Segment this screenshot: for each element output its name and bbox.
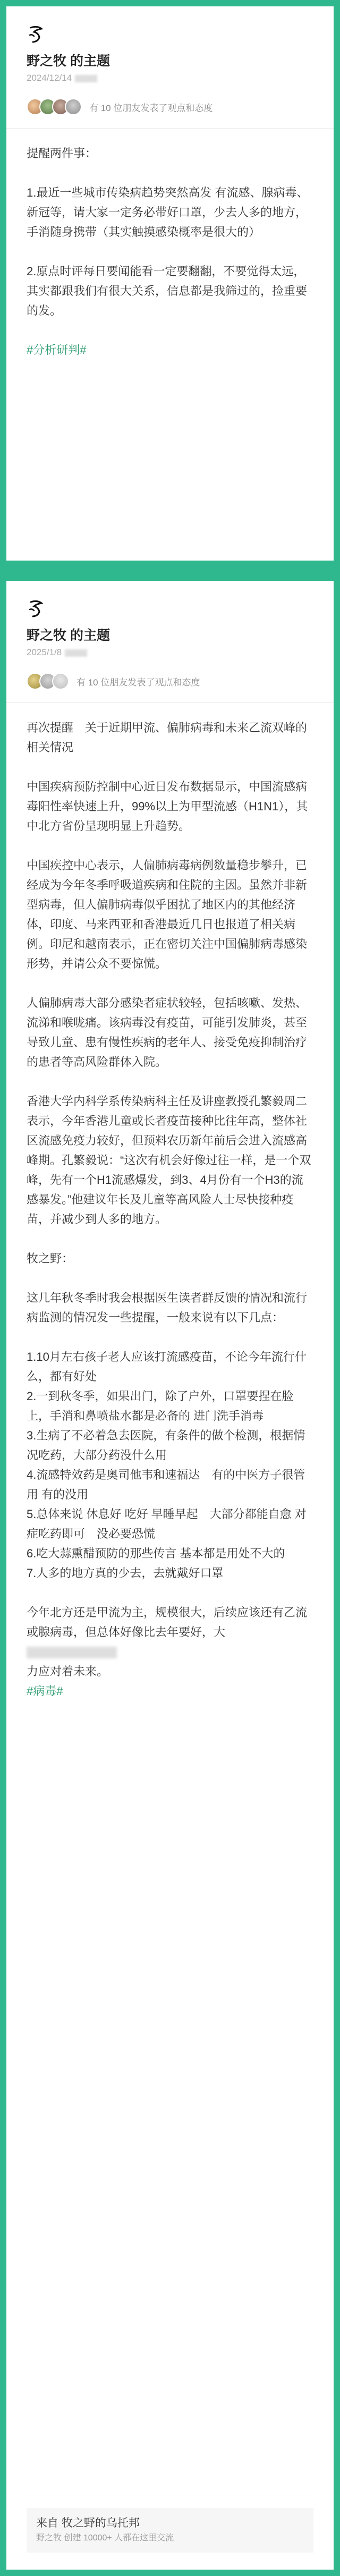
paragraph: 中国疾病预防控制中心近日发布数据显示，中国流感病毒阳性率快速上升，99%以上为甲型流感（H1N1），其中北方省份呈现明显上升趋势。 bbox=[27, 780, 308, 833]
topic-date-text: 2025/1/8 bbox=[27, 647, 62, 657]
paragraph: 提醒两件事： bbox=[27, 147, 97, 160]
blurred-time bbox=[75, 75, 97, 82]
paragraph: 力应对着未来。 bbox=[27, 1665, 109, 1678]
hashtag-link[interactable]: #病毒# bbox=[27, 1684, 63, 1698]
avatar bbox=[65, 98, 82, 115]
topic-title[interactable]: 野之牧 的主题 bbox=[27, 628, 110, 643]
group-source-footer[interactable] bbox=[27, 2495, 313, 2553]
topic-date bbox=[27, 647, 313, 658]
paragraph: 中国疾控中心表示，人偏肺病毒病例数量稳步攀升，已经成为今年冬季呼吸道疾病和住院的主因。虽然并非新型病毒，但人偏肺病毒似乎困扰了地区内的其他经济体，印度、马来西亚和香港最近几日也报道了相关病例。印尼和越南表示，正在密切关注中国偏肺病毒感染形势，并请公众不要惊慌。 bbox=[27, 859, 308, 970]
topic-content bbox=[27, 703, 313, 1701]
blurred-time bbox=[65, 649, 87, 657]
blurred-text bbox=[27, 1647, 117, 1658]
topic-title[interactable]: 野之牧 的主题 bbox=[27, 54, 110, 69]
paragraph: 香港大学内科学系传染病科主任及讲座教授孔繁毅周二表示，今年香港儿童或长者疫苗接种比往年高，整体社区流感免疫力较好，但预料农历新年前后会进入流感高峰期。孔繁毅说：“这次有机会好像过往一样，是一个双峰，先有一个H1流感爆发，到3、4月份有一个H3的流感暴发。”他建议年长及儿童等高风险人士尽快接种疫苗，并减少到人多的地方。 bbox=[27, 1095, 311, 1226]
participants-text: 有 10 位朋友发表了观点和态度 bbox=[89, 103, 213, 113]
participants-row[interactable] bbox=[27, 672, 313, 691]
group-source-subtitle: 野之牧 创建 10000+ 人都在这里交流 bbox=[36, 2533, 174, 2543]
topic-card[interactable] bbox=[6, 6, 334, 561]
brush-calligraphy-logo-icon bbox=[27, 24, 46, 44]
topic-date bbox=[27, 73, 313, 83]
paragraph: 再次提醒 关于近期甲流、偏肺病毒和未来乙流双峰的相关情况 bbox=[27, 721, 308, 754]
paragraph: 牧之野： bbox=[27, 1252, 74, 1265]
participants-text: 有 10 位朋友发表了观点和态度 bbox=[76, 677, 200, 688]
paragraph: 2.原点时评每日要闻能看一定要翻翻，不要觉得太远，其实都跟我们有很大关系，信息都是我筛过的，捡重要的发。 bbox=[27, 265, 308, 317]
group-source-box[interactable] bbox=[27, 2508, 313, 2553]
paragraph bbox=[27, 1603, 313, 1662]
topic-content bbox=[27, 129, 313, 360]
avatar bbox=[52, 673, 69, 690]
paragraph: 这几年秋冬季时我会根据医生读者群反馈的情况和流行病监测的情况发一些提醒，一般来说有以下几点： bbox=[27, 1291, 308, 1324]
group-source-title[interactable]: 来自 牧之野的乌托邦 bbox=[36, 2517, 140, 2529]
participants-row[interactable] bbox=[27, 97, 313, 116]
hashtag-link[interactable]: #分析研判# bbox=[27, 343, 87, 357]
paragraph: 1.10月左右孩子老人应该打流感疫苗，不论今年流行什么，都有好处 2.一到秋冬季，如果出门，除了户外，口罩要捏在脸上，手消和鼻喷盐水都是必备的 进门洗手消毒 3.生病了不必着急去医院，有条件的做个检测，根据情况吃药，大部分药没什么用 4.流感特效药是奥司他韦和速福达 有的中医方子很管用 有的没用 5.总体来说 休息好 吃好 早睡早起 大部分都能自愈 对症吃药即可 没必要恐慌 6.吃大蒜熏醋预防的那些传言 基本都是用处不大的 7.人多的地方真的少去，去就戴好口罩 bbox=[27, 1350, 307, 1580]
paragraph: 人偏肺病毒大部分感染者症状较轻，包括咳嗽、发热、流涕和喉咙痛。该病毒没有疫苗，可能引发肺炎，甚至导致儿童、患有慢性疾病的老年人、接受免疫抑制治疗的患者等高风险群体入院。 bbox=[27, 996, 308, 1069]
brush-calligraphy-logo-icon bbox=[27, 599, 46, 618]
paragraph: 1.最近一些城市传染病趋势突然高发 有流感、腺病毒、新冠等，请大家一定务必带好口罩，少去人多的地方，手消随身携带（其实触摸感染概率是很大的） bbox=[27, 186, 309, 239]
paragraph-text: 今年北方还是甲流为主，规模很大，后续应该还有乙流或腺病毒，但总体好像比去年要好，大 bbox=[27, 1606, 308, 1639]
topic-card[interactable] bbox=[6, 581, 334, 2570]
topic-date-text: 2024/12/14 bbox=[27, 73, 72, 83]
